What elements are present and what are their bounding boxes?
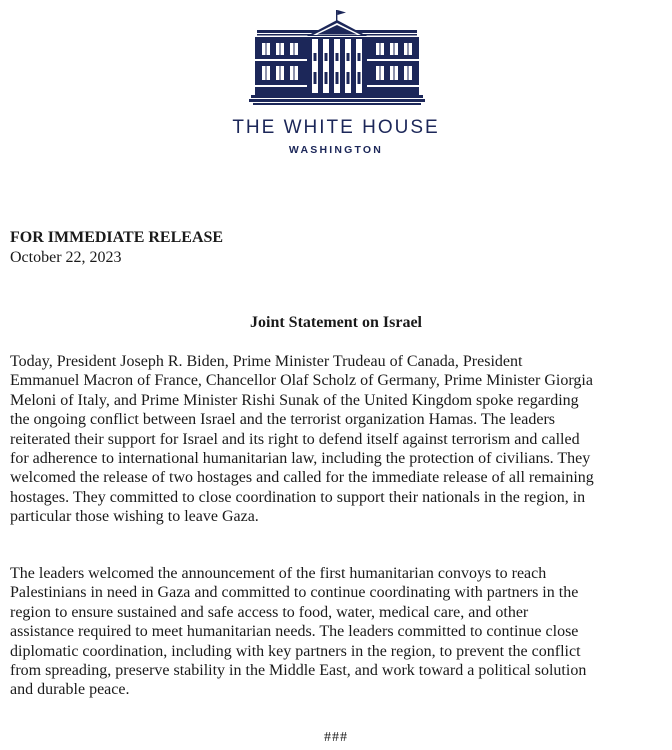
letterhead-title: THE WHITE HOUSE <box>232 117 440 138</box>
paragraph-line: assistance required to meet humanitarian needs. The leaders committed to continue close <box>10 623 579 641</box>
letterhead <box>0 0 672 170</box>
body-paragraph-2 <box>10 564 670 700</box>
paragraph-line: the ongoing conflict between Israel and the terrorist organization Hamas. The leaders <box>10 411 555 429</box>
paragraph-line: diplomatic coordination, including with key partners in the region, to prevent the conflict <box>10 642 581 660</box>
paragraph-line: region to ensure sustained and safe access to food, water, medical care, and other <box>10 603 529 621</box>
statement-headline: Joint Statement on Israel <box>250 314 422 331</box>
paragraph-line: for adherence to international humanitarian law, including the protection of civilians. They <box>10 450 591 468</box>
paragraph-line: hostages. They committed to close coordination to support their nationals in the region, in <box>10 488 586 506</box>
paragraph-line: Today, President Joseph R. Biden, Prime Minister Trudeau of Canada, President <box>10 353 523 370</box>
paragraph-line: Palestinians in need in Gaza and committed to continue coordinating with partners in the <box>10 584 579 602</box>
paragraph-line: The leaders welcomed the announcement of the first humanitarian convoys to reach <box>10 565 547 582</box>
paragraph-line: Emmanuel Macron of France, Chancellor Olaf Scholz of Germany, Prime Minister Giorgia <box>10 372 593 390</box>
body-paragraph-1 <box>10 352 670 527</box>
release-label: FOR IMMEDIATE RELEASE <box>10 229 224 246</box>
letterhead-subtitle: WASHINGTON <box>288 144 384 156</box>
paragraph-line: and durable peace. <box>10 681 130 699</box>
paragraph-line: from spreading, preserve stability in the Middle East, and work toward a political solution <box>10 662 587 680</box>
release-date: October 22, 2023 <box>10 249 122 266</box>
white-house-building-icon <box>249 8 425 108</box>
paragraph-line: Meloni of Italy, and Prime Minister Rishi Sunak of the United Kingdom spoke regarding <box>10 391 579 409</box>
end-of-release-mark: ### <box>324 730 348 745</box>
paragraph-line: welcomed the release of two hostages and called for the immediate release of all remaining <box>10 469 594 487</box>
paragraph-line: reiterated their support for Israel and its right to defend itself against terrorism and called <box>10 430 580 448</box>
paragraph-line: particular those wishing to leave Gaza. <box>10 508 259 526</box>
